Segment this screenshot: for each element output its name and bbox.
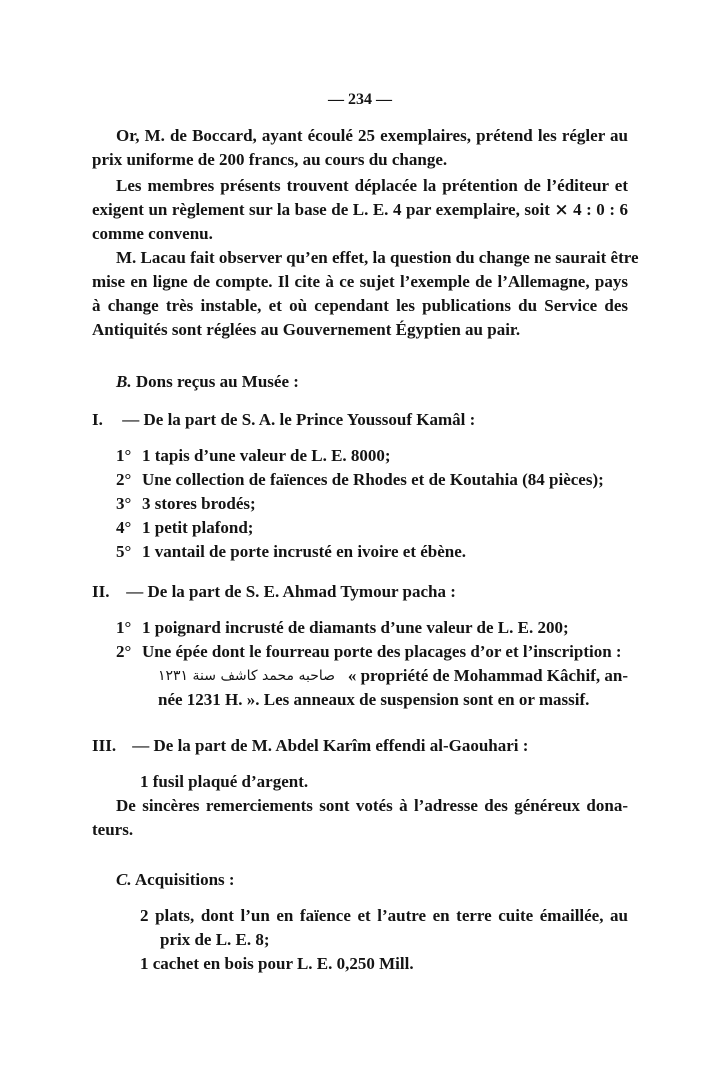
donor-text: — De la part de S. E. Ahmad Tymour pacha :	[126, 582, 456, 601]
list-item: 2° Une épée dont le fourreau porte des placages d’or et l’inscription :	[116, 642, 622, 661]
list-item: 2 plats, dont l’un en faïence et l’autre en terre cuite émaillée, au	[140, 906, 628, 925]
list-item: 2° Une collection de faïences de Rhodes et de Koutahia (84 pièces);	[116, 470, 604, 489]
text-line: prix uniforme de 200 francs, au cours du change.	[92, 150, 448, 169]
list-item: 4° 1 petit plafond;	[116, 518, 254, 537]
page-number: — 234 —	[328, 91, 392, 108]
text-line: comme convenu.	[92, 224, 213, 243]
roman-numeral: I.	[92, 410, 103, 429]
list-item: 5° 1 vantail de porte incrusté en ivoire et ébène.	[116, 542, 467, 561]
donor-3-heading	[92, 734, 528, 758]
text-line: teurs.	[92, 820, 134, 839]
text-line: mise en ligne de compte. Il cite à ce sujet l’exemple de l’Allemagne, pays	[92, 272, 628, 291]
paragraph-lacau	[92, 246, 639, 342]
donor-text: — De la part de M. Abdel Karîm effendi al-Gaouhari :	[132, 736, 529, 755]
donor-2-heading	[92, 580, 456, 604]
list-item: 1 cachet en bois pour L. E. 0,250 Mill.	[140, 954, 414, 973]
roman-numeral: III.	[92, 736, 117, 755]
paragraph-members	[92, 174, 628, 246]
text-line: exigent un règlement sur la base de L. E. 4 par exemplaire, soit ⨯ 4 : 0 : 6	[92, 200, 628, 219]
roman-numeral: II.	[92, 582, 110, 601]
text-line: M. Lacau fait observer qu’en effet, la question du change ne saurait être	[116, 248, 639, 267]
text-line: Or, M. de Boccard, ayant écoulé 25 exemplaires, prétend les régler au	[116, 126, 628, 145]
text-line: à change très instable, et où cependant les publications du Service des	[92, 296, 628, 315]
list-item: 3° 3 stores brodés;	[116, 494, 256, 513]
donor-text: — De la part de S. A. le Prince Youssouf Kamâl :	[122, 410, 476, 429]
donor-1-heading	[92, 408, 475, 432]
text-line: Antiquités sont réglées au Gouvernement Égyptien au pair.	[92, 320, 521, 339]
text-line: De sincères remerciements sont votés à l’adresse des généreux dona-	[116, 796, 628, 815]
text-line: « propriété de Mohammad Kâchif, an-	[347, 666, 628, 685]
section-title: Acquisitions :	[134, 870, 235, 889]
paragraph-boccard	[92, 124, 628, 172]
section-b-heading	[116, 370, 299, 394]
paragraph-thanks	[92, 794, 628, 842]
text-line: prix de L. E. 8;	[160, 930, 270, 949]
inscription-line	[158, 664, 628, 688]
arabic-inscription: صاحبه محمد كاشف سنة ١٢٣١	[158, 668, 336, 684]
text-line: Les membres présents trouvent déplacée la prétention de l’éditeur et	[116, 176, 628, 195]
text-line: née 1231 H. ». Les anneaux de suspension sont en or massif.	[158, 690, 590, 709]
section-letter: B.	[116, 372, 132, 391]
list-item: 1° 1 tapis d’une valeur de L. E. 8000;	[116, 446, 391, 465]
section-title: Dons reçus au Musée :	[135, 372, 299, 391]
section-letter: C.	[116, 870, 132, 889]
list-item: 1 fusil plaqué d’argent.	[140, 772, 309, 791]
section-c-heading	[116, 868, 235, 892]
list-item: 1° 1 poignard incrusté de diamants d’une valeur de L. E. 200;	[116, 618, 569, 637]
